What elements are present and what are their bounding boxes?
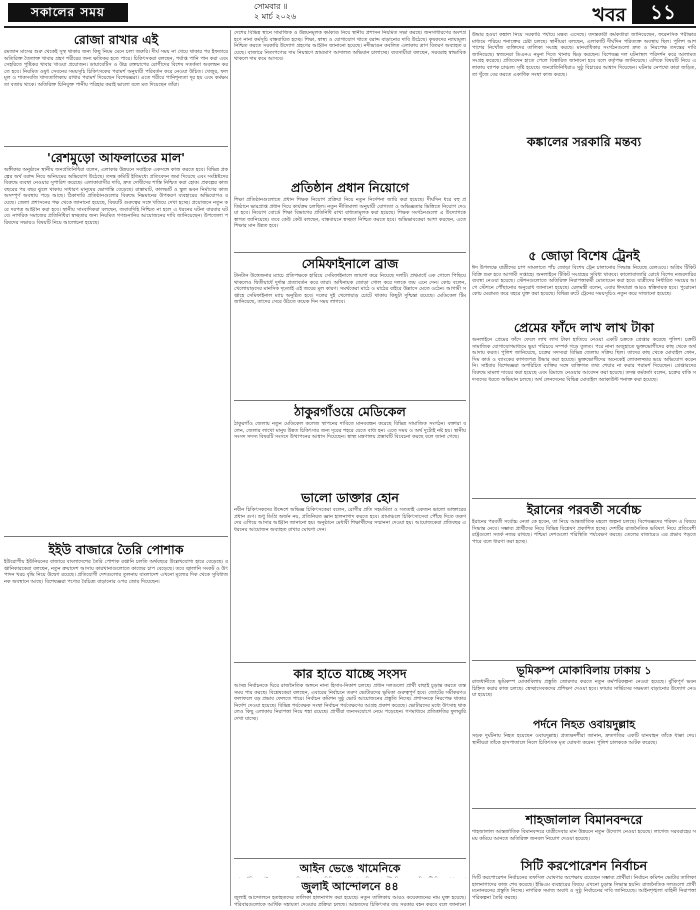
column-left	[4, 30, 228, 906]
article-body: সিটি করপোরেশন নির্বাচনের তফসিল ঘোষণার অপেক্ষায় রয়েছেন সম্ভাব্য প্রার্থীরা। নির্বাচন কমিশন ভোটার তালিকা হালনাগাদের কাজ শেষ করেছে। ইভিএম ব্যবহারের বিষয়ে এখনো চূড়ান্ত সিদ্ধান্ত হয়নি। রাজনৈতিক দলগুলো প্রার্থী মনোনয়নের প্রস্তুতি নিচ্ছে। নাগরিক সমাজ অবাধ ও সুষ্ঠু নির্বাচনের দাবি জানিয়েছে। আইনশৃঙ্খলা বাহিনী নিরাপত্তা পরিকল্পনা তৈরি করছে।	[472, 875, 696, 901]
article-body: রমজান মাসের শুরু থেকেই সুস্থ থাকার জন্য কিছু নিয়ম মেনে চলা জরুরি। দীর্ঘ সময় না খেয়ে থাকার পর ইফতারে অতিরিক্ত তৈলাক্ত খাবার গ্রহণ শরীরের জন্য ক্ষতিকর হতে পারে। চিকিৎসকরা বলছেন, পর্যাপ্ত পানি পান করা এবং সেহরিতে পুষ্টিকর খাবার খাওয়া প্রয়োজন। ডায়াবেটিস ও উচ্চ রক্তচাপের রোগীদের বিশেষ সতর্কতা অবলম্বন করতে হবে। নিয়মিত ওষুধ সেবনের সময়সূচি চিকিৎসকের পরামর্শ অনুযায়ী পরিবর্তন করে নেওয়া উচিত। খেজুর, ফলমূল ও শাকসবজি খাদ্যতালিকায় রাখার পরামর্শ দিয়েছেন বিশেষজ্ঞরা। এতে শরীরে পানিশূন্যতা দূর হয় এবং কর্মক্ষমতা বজায় থাকে। অতিরিক্ত চিনিযুক্ত পানীয় পরিহার করাই ভালো বলে মত দিয়েছেন তাঁরা।	[4, 49, 228, 88]
article-divider	[234, 400, 466, 401]
issue-day: সোমবার ॥	[254, 2, 288, 11]
article-headline: কার হাতে যাচ্ছে সংসদ	[293, 666, 407, 681]
issue-date	[254, 2, 296, 22]
newspaper-logo: সকালের সময়	[8, 3, 128, 22]
article-love-trap[interactable]	[472, 320, 696, 496]
article-divider	[234, 858, 466, 859]
article-divider	[234, 662, 466, 663]
article-reshmuro[interactable]	[4, 150, 228, 534]
issue-date-text: ২ মার্চ ২০২৬	[254, 12, 297, 21]
column-divider	[230, 30, 231, 906]
article-headline: জুলাই আন্দোলনে ৪৪	[301, 880, 399, 893]
article-headline: ঠাকুরগাঁওয়ে মেডিকেল	[294, 404, 406, 419]
article-headline: 'রেশমুড়ো আফলাতের মাল'	[46, 150, 186, 165]
article-headline: ৫ জোড়া বিশেষ ট্রেনই	[528, 248, 640, 263]
article-divider	[472, 498, 696, 499]
article-earthquake[interactable]	[472, 664, 696, 716]
article-headline: কঙ্কালের সরকারি মন্তব্য	[526, 134, 642, 149]
article-body: সড়ক দুর্ঘটনায় নিহত হয়েছেন ওবায়দুল্লাহ। প্রত্যক্ষদর্শীরা জানান, দ্রুতগতির একটি যানবাহন তাঁকে ধাক্কা দেয়। স্থানীয়রা তাঁকে হাসপাতালে নিলে চিকিৎসক মৃত ঘোষণা করেন। পুলিশ চালককে আটক করেছে।	[472, 733, 696, 746]
article-headline: ভালো ডাক্তার হোন	[301, 490, 399, 505]
masthead	[4, 0, 696, 28]
article-divider	[4, 536, 228, 537]
page-number: ১১	[632, 0, 694, 24]
article-city-election[interactable]	[472, 858, 696, 906]
article-body: নবীন চিকিৎসকদের উদ্দেশে অভিজ্ঞ চিকিৎসকেরা বলেন, রোগীর প্রতি সহমর্মিতা ও সততাই একজন ভালো ডাক্তারের প্রধান গুণ। শুধু ডিগ্রি অর্জন নয়, প্রতিনিয়ত জ্ঞান হালনাগাদ করতে হবে। গ্রামাঞ্চলে চিকিৎসাসেবা পৌঁছে দিতে তরুণদের এগিয়ে আসার আহ্বান জানানো হয়। অনুষ্ঠানে মেধাবী শিক্ষার্থীদের সম্মাননা দেওয়া হয়। আয়োজকেরা প্রতিবছর এ ধরনের আয়োজন অব্যাহত রাখার ঘোষণা দেন।	[234, 507, 466, 533]
article-body: ঈদ উপলক্ষে যাত্রীদের চাপ সামলাতে পাঁচ জোড়া বিশেষ ট্রেন চালানোর সিদ্ধান্ত নিয়েছে রেলওয়ে। অগ্রিম টিকিট বিক্রি শুরু হবে আগামী সপ্তাহে। অনলাইনে টিকিট সংগ্রহের সুবিধা থাকবে। কালোবাজারি রোধে বিশেষ নজরদারির ব্যবস্থা নেওয়া হয়েছে। স্টেশনগুলোতে অতিরিক্ত নিরাপত্তাকর্মী মোতায়েন করা হবে। যাত্রীদের নির্ধারিত সময়ের আগে স্টেশনে পৌঁছানোর অনুরোধ জানানো হয়েছে। রেলমন্ত্রী বলেন, এবার ঈদযাত্রা আরও স্বস্তিদায়ক হবে। পুরোনো কোচ মেরামত করে বহরে যুক্ত করা হয়েছে। বিভিন্ন রুটে ট্রেনের সময়সূচিও নতুন করে সাজানো হয়েছে।	[472, 265, 696, 298]
article-local-news[interactable]	[472, 32, 696, 132]
article-divider	[472, 808, 696, 809]
article-body: শিক্ষা প্রতিষ্ঠানগুলোতে প্রধান শিক্ষক নিয়োগ প্রক্রিয়া নিয়ে নতুন নির্দেশনা জারি করা হয়েছে। দীর্ঘদিন ধরে বহু প্রতিষ্ঠানে ভারপ্রাপ্ত প্রধান দিয়ে কার্যক্রম চলছিল। নতুন নীতিমালা অনুযায়ী যোগ্যতা ও অভিজ্ঞতার ভিত্তিতে নিয়োগ দেওয়া হবে। নিয়োগ বোর্ডে শিক্ষা বিভাগের প্রতিনিধি রাখা বাধ্যতামূলক করা হয়েছে। শিক্ষক সংগঠনগুলো এ উদ্যোগকে স্বাগত জানিয়েছে। তবে কেউ কেউ বলছেন, বাস্তবায়নে স্বচ্ছতা নিশ্চিত করতে হবে। অভিভাবকেরা আশা করছেন, এতে শিক্ষার মান উন্নত হবে।	[234, 197, 466, 230]
article-shahjalal[interactable]	[472, 812, 696, 856]
article-body: ইরানের পরবর্তী সর্বোচ্চ নেতা কে হবেন, তা নিয়ে আন্তর্জাতিক মহলে জল্পনা চলছে। বিশেষজ্ঞদের পরিষদ এ বিষয়ে সিদ্ধান্ত নেবে। সম্ভাব্য প্রার্থীদের নিয়ে বিভিন্ন বিশ্লেষণ প্রকাশিত হচ্ছে। দেশটির রাজনৈতিক ভবিষ্যৎ নিয়ে প্রতিবেশী রাষ্ট্রগুলো সতর্ক নজর রাখছে। পশ্চিমা দেশগুলো পরিস্থিতি পর্যবেক্ষণ করছে। তেলের বাজারেও এর প্রভাব পড়তে পারে বলে ধারণা করা হচ্ছে।	[472, 519, 696, 545]
article-obaidullah[interactable]	[472, 718, 696, 806]
article-skeleton-continued[interactable]	[234, 30, 466, 178]
article-body	[234, 877, 466, 878]
article-headline: আইন ভেঙে খামেনিকে	[299, 862, 401, 875]
article-body: রাজধানীতে ভূমিকম্প মোকাবিলায় প্রস্তুতি জোরদার করতে নতুন কর্মপরিকল্পনা নেওয়া হয়েছে। ঝুঁকিপূর্ণ ভবন চিহ্নিত করার কাজ চলছে। স্বেচ্ছাসেবকদের প্রশিক্ষণ দেওয়া হবে। ফায়ার সার্ভিসের সক্ষমতা বাড়ানোর উদ্যোগ নেওয়া হয়েছে।	[472, 679, 696, 699]
article-parliament[interactable]	[234, 666, 466, 856]
article-body: টানটান উত্তেজনার ম্যাচে প্রতিপক্ষকে হারিয়ে সেমিফাইনালে জায়গা করে নিয়েছে দলটি। প্রথমার্ধে এক গোলে পিছিয়ে থাকলেও দ্বিতীয়ার্ধে দুর্দান্ত প্রত্যাবর্তন করে তারা। অধিনায়ক জোড়া গোল করে দলকে জয় এনে দেন। কোচ বলেন, খেলোয়াড়দের মানসিক দৃঢ়তাই এই জয়ের মূল কারণ। সমর্থকেরা মাঠে ও মাঠের বাইরে উল্লাসে মেতে ওঠেন। আগামী সপ্তাহে সেমিফাইনাল ম্যাচ অনুষ্ঠিত হবে। দলের দুই খেলোয়াড় চোটে থাকায় কিছুটা দুশ্চিন্তা রয়েছে। মেডিকেল টিম জানিয়েছে, তাদের সেরে উঠতে কয়েক দিন সময় লাগবে।	[234, 273, 466, 306]
article-semifinal[interactable]	[234, 256, 466, 398]
article-columns	[4, 30, 696, 906]
column-right	[472, 30, 696, 906]
article-body: শাহজালাল আন্তর্জাতিক বিমানবন্দরে যাত্রীসেবার মান উন্নয়নে নতুন উদ্যোগ নেওয়া হয়েছে। লাগেজ সরবরাহের সময় কমিয়ে আনতে অতিরিক্ত জনবল নিয়োগ দেওয়া হয়েছে।	[472, 829, 696, 842]
article-good-doctor[interactable]	[234, 490, 466, 660]
article-headline: সেমিফাইনালে ব্রাজ	[301, 256, 399, 271]
article-headline: প্রতিষ্ঠান প্রধান নিয়োগে	[291, 180, 409, 195]
article-headline: ইইউ বাজারে তৈরি পোশাক	[48, 542, 184, 557]
article-divider	[472, 660, 696, 661]
article-khamenei[interactable]	[234, 862, 466, 878]
article-thakurgaon-medical[interactable]	[234, 404, 466, 486]
article-headline: শাহজালাল বিমানবন্দরে	[525, 812, 643, 827]
article-headline: ইরানের পরবর্তী সর্বোচ্চ	[526, 502, 642, 517]
article-body: আসন্ন নির্বাচনকে ঘিরে রাজনৈতিক অঙ্গনে নানা হিসাব-নিকাশ চলছে। প্রধান দলগুলো প্রার্থী বাছাই চূড়ান্ত করতে ব্যস্ত সময় পার করছে। বিশ্লেষকেরা বলছেন, এবারের নির্বাচনে তরুণ ভোটারদের ভূমিকা গুরুত্বপূর্ণ হবে। জোটের সমীকরণও ফলাফলে বড় প্রভাব ফেলতে পারে। নির্বাচন কমিশন সুষ্ঠু ভোট আয়োজনের প্রস্তুতি নিচ্ছে। প্রশাসনকে নিরপেক্ষ থাকার নির্দেশ দেওয়া হয়েছে। বিভিন্ন পর্যবেক্ষক সংস্থা নির্বাচন পর্যবেক্ষণের আগ্রহ প্রকাশ করেছে। ভোটারদের মধ্যে উৎসাহ থাকলেও কিছু এলাকায় নিরাপত্তা নিয়ে শঙ্কা রয়েছে। প্রার্থীরা জনসংযোগে নেমে পড়েছেন। গণমাধ্যমে প্রতিশ্রুতির ফুলঝুরি দেখা যাচ্ছে।	[234, 683, 466, 722]
article-headline: পর্দনে নিহত ওবায়দুল্লাহ	[532, 718, 636, 731]
article-headline: রোজা রাখার এই	[73, 32, 159, 47]
article-principal-appointment[interactable]	[234, 180, 466, 250]
article-headline: সিটি করপোরেশন নির্বাচন	[520, 858, 648, 873]
article-body: অনলাইনে প্রেমের ফাঁদে ফেলে লাখ লাখ টাকা হাতিয়ে নেওয়া একটি চক্রকে গ্রেপ্তার করেছে পুলিশ। চক্রটি সামাজিক যোগাযোগমাধ্যমে ভুয়া পরিচয়ে সম্পর্ক গড়ে তুলত। পরে নানা অজুহাতে ভুক্তভোগীদের কাছ থেকে অর্থ আদায় করত। পুলিশ জানিয়েছে, চক্রের সদস্যরা বিভিন্ন জেলায় সক্রিয় ছিল। তাদের কাছ থেকে মোবাইল ফোন, সিম কার্ড ও ব্যাংকের কাগজপত্র উদ্ধার করা হয়েছে। ভুক্তভোগীদের অনেকেই লোকলজ্জার ভয়ে অভিযোগ করেননি। সাইবার বিশেষজ্ঞরা অপরিচিত ব্যক্তির সঙ্গে ব্যক্তিগত তথ্য শেয়ার না করার পরামর্শ দিয়েছেন। গ্রেপ্তারদের বিরুদ্ধে মামলা দায়ের করা হয়েছে এবং রিমান্ডে নেওয়ার আবেদন করা হয়েছে। তদন্ত কর্মকর্তা বলেন, চক্রের বাকি সদস্যদের ধরতে অভিযান চলছে। অর্থ লেনদেনের বিভিন্ন মোবাইল অ্যাকাউন্ট শনাক্ত করা হয়েছে।	[472, 337, 696, 383]
article-body: দেশের বিভিন্ন স্থানে সামাজিক ও উন্নয়নমূলক কর্মকাণ্ড নিয়ে স্থানীয় প্রশাসন নিয়মিত সভা করছে। জনসাধারণের অংশগ্রহণে নানা কর্মসূচি বাস্তবায়িত হচ্ছে। শিক্ষা, স্বাস্থ্য ও যোগাযোগ খাতে বরাদ্দ বাড়ানোর দাবি উঠেছে। কৃষকদের ন্যায্যমূল্য নিশ্চিত করতে সরকারি উদ্যোগ গ্রহণের আহ্বান জানানো হয়েছে। নদীভাঙন কবলিত এলাকায় ত্রাণ বিতরণ অব্যাহত রয়েছে। বাজারে নিত্যপণ্যের দাম নিয়ন্ত্রণে ভ্রাম্যমাণ আদালত অভিযান চালাচ্ছে। ব্যবসায়ীরা বলছেন, সরবরাহ স্বাভাবিক থাকলে দাম কমে আসবে।	[234, 30, 466, 63]
article-skeleton[interactable]	[472, 134, 696, 246]
article-body: অঙ্গীকার অনুষ্ঠানে স্থানীয় জনপ্রতিনিধিরা বলেন, এলাকার উন্নয়নে সবাইকে একসঙ্গে কাজ করতে হবে। বিভিন্ন প্রকল্পের অর্থ বরাদ্দ নিয়ে অনিয়মের অভিযোগ উঠেছে। তদন্ত কমিটি ইতিমধ্যে প্রতিবেদন জমা দিয়েছে এবং সংশ্লিষ্টদের বিরুদ্ধে ব্যবস্থা নেওয়ার সুপারিশ করেছে। এলাকাবাসীর দাবি, দ্রুত দোষীদের শাস্তি নিশ্চিত করা হোক। প্রকল্পের কাজ বছরের পর বছর ঝুলে থাকায় সাধারণ মানুষের ভোগান্তি বেড়েছে। রাস্তাঘাট, কালভার্ট ও স্কুল ভবন নির্মাণের কাজ অসম্পূর্ণ অবস্থায় পড়ে আছে। ঠিকাদারি প্রতিষ্ঠানগুলোর বিরুদ্ধে নিম্নমানের উপকরণ ব্যবহারের অভিযোগও রয়েছে। জেলা প্রশাসনের পক্ষ থেকে জানানো হয়েছে, বিষয়টি গুরুত্বের সঙ্গে খতিয়ে দেখা হচ্ছে। প্রয়োজনে নতুন করে দরপত্র আহ্বান করা হবে। স্থানীয় সাংবাদিকরা বলছেন, জবাবদিহি নিশ্চিত না হলে এ ধরনের ঘটনা বারবার ঘটবে। নাগরিক সমাজের প্রতিনিধিরা স্বচ্ছতার জন্য নিয়মিত গণশুনানির আয়োজনের দাবি জানিয়েছেন। উপজেলা পরিষদের সভায়ও বিষয়টি নিয়ে আলোচনা হয়েছে।	[4, 167, 228, 226]
article-body: ঠাকুরগাঁও জেলায় নতুন মেডিকেল কলেজ স্থাপনের দাবিতে মানববন্ধন করেছে বিভিন্ন সামাজিক সংগঠন। বক্তারা বলেন, জেলার লাখো মানুষ উন্নত চিকিৎসার জন্য দূরের শহরে যেতে বাধ্য হন। এতে সময় ও অর্থ দুটোই নষ্ট হয়। স্থানীয় সংসদ সদস্য বিষয়টি সংসদে উত্থাপনের আশ্বাস দিয়েছেন। স্বাস্থ্য মন্ত্রণালয় প্রস্তাবটি বিবেচনা করছে বলে জানা গেছে।	[234, 421, 466, 441]
article-headline: প্রেমের ফাঁদে লাখ লাখ টাকা	[513, 320, 655, 335]
article-body: উদ্ধার হওয়া কঙ্কাল নিয়ে সরকারি পর্যায়ে মন্তব্য এসেছে। তদন্তকারী কর্মকর্তারা জানিয়েছেন, ফরেনসিক পরীক্ষার মাধ্যমে পরিচয় শনাক্তের চেষ্টা চলছে। স্থানীয়রা বলছেন, এলাকাটি দীর্ঘদিন পরিত্যক্ত অবস্থায় ছিল। পুলিশ আশপাশের নিখোঁজ ব্যক্তিদের তালিকা সংগ্রহ করছে। মানবাধিকার সংগঠনগুলো দ্রুত ও নিরপেক্ষ তদন্তের দাবি জানিয়েছে। স্বজনেরা ডিএনএ নমুনা দিতে থানায় ভিড় করছেন। বিশেষজ্ঞ দল ঘটনাস্থল পরিদর্শন করে আলামত সংগ্রহ করেছে। প্রতিবেদন হাতে পেলে বিস্তারিত জানানো হবে বলে কর্তৃপক্ষ জানিয়েছে। এদিকে বিষয়টি নিয়ে এলাকায় ব্যাপক চাঞ্চল্য সৃষ্টি হয়েছে। জনপ্রতিনিধিরাও সুষ্ঠু বিচারের আশ্বাস দিয়েছেন। ঘটনার নেপথ্যে কারা জড়িত, তা খুঁজে বের করতে একাধিক সংস্থা কাজ করছে।	[472, 32, 696, 78]
article-fasting[interactable]	[4, 32, 228, 144]
article-eu-garments[interactable]	[4, 542, 228, 904]
article-body: জুলাই আন্দোলনে হতাহতদের তালিকা হালনাগাদ করা হয়েছে। নতুন তালিকায় আরও কয়েকজনের নাম যুক্ত হয়েছে। পরিবারগুলোকে আর্থিক সহায়তা দেওয়ার প্রক্রিয়া চলছে। আহতদের চিকিৎসার ব্যয় সরকার বহন করবে বলে জানানো	[234, 895, 466, 906]
article-body: ইউরোপীয় ইউনিয়নের বাজারে বাংলাদেশের তৈরি পোশাক রপ্তানি চলতি অর্থবছরে উল্লেখযোগ্য হারে বেড়েছে। রপ্তানিকারকেরা বলছেন, নতুন ক্রয়াদেশ আসায় কারখানাগুলোতে কাজের চাপ বেড়েছে। তবে জ্বালানি সংকট ও উৎপাদন খরচ বৃদ্ধি নিয়ে উদ্বেগ রয়েছে। প্রতিযোগী দেশগুলোর তুলনায় বাংলাদেশ এখনো মূল্যের দিক থেকে সুবিধাজনক অবস্থানে আছে। বিশেষজ্ঞরা পণ্যের বৈচিত্র্য বাড়ানোর ওপর জোর দিয়েছেন।	[4, 559, 228, 585]
article-iran-leader[interactable]	[472, 502, 696, 658]
article-july[interactable]	[234, 880, 466, 906]
article-trains[interactable]	[472, 248, 696, 318]
column-divider	[469, 30, 470, 906]
article-divider	[234, 252, 466, 253]
article-divider	[4, 146, 228, 147]
article-headline: ভূমিকম্প মোকাবিলায় ঢাকায় ১	[516, 664, 652, 677]
section-title: খবর	[592, 4, 626, 26]
